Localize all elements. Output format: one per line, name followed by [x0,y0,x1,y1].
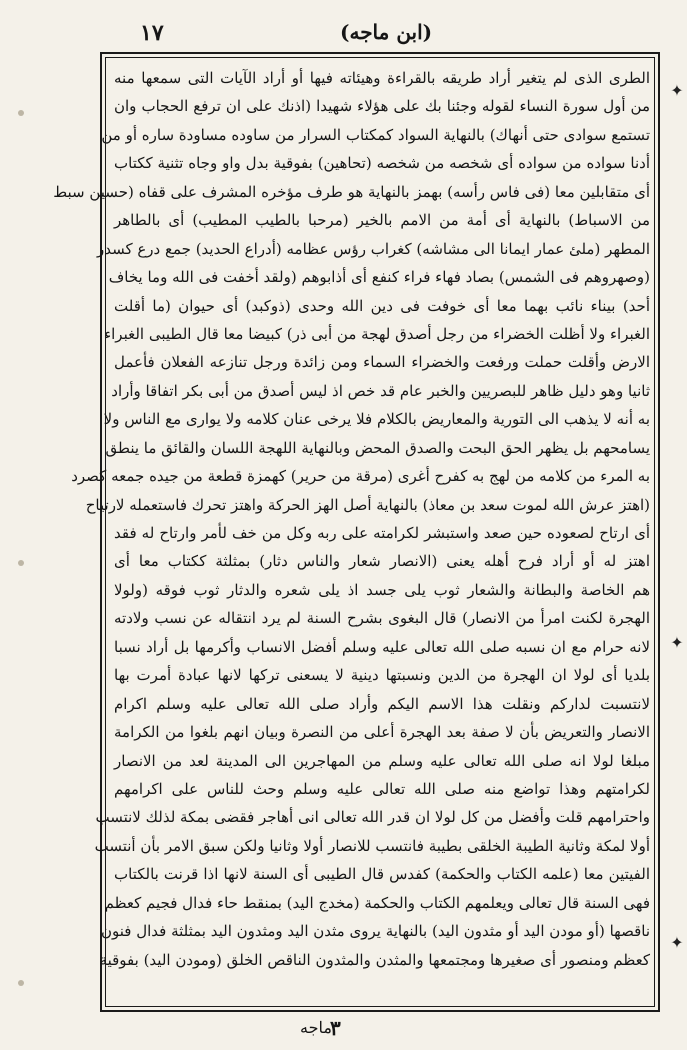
text-line: واحترامهم قلت وأفضل من كل لولا ان قدر الله تعالى انى أهاجر فقضى بمكة لذلك لانتسب [95,808,650,827]
text-line: الارض وأقلت حملت ورفعت والخضراء السماء ومن زائدة ورجل تنازعه الفعلان فأعمل [114,353,650,372]
text-line: بلديا أى لولا ان الهجرة من الدين ونسبتها دينية لا يسعنى تركها لانها عبادة أمرت بها [114,666,650,685]
text-line: الفيتين معا (علمه الكتاب والحكمة) كفدس قال الطيبى أى السنة لانها اذا قرنت بالكتاب [114,865,650,884]
text-line: الهجرة لكنت امرأ من الانصار) قال البغوى بشرح السنة لم يرد انتقاله عن نسب ولادته [114,609,650,628]
margin-mark-icon: ✦ [670,81,684,100]
text-line: أولا لمكة وثانية الطيبة الخلقى بطيبة فانتسب للانصار أولا وثانيا ولكن سبق الامر بأن أنتسب [94,836,650,855]
page-footer [100,1016,660,1046]
text-line: لكرامتهم وهذا تواضع منه صلى الله تعالى عليه وسلم وحث للناس على اكرامهم [114,779,650,798]
margin-mark-icon: ✦ [670,633,684,652]
text-frame [53,52,660,1012]
text-line: أحد) بيناء نائب بهما معا أى خوفت فى دين الله وحدى (ذوكبد) أى حيوان (ما أقلت [114,296,650,315]
binding-hole [18,560,24,566]
page-header [100,18,660,52]
text-line: (اهتز عرش الله لموت سعد بن معاذ) بالنهاية أصل الهز الحركة واهتز تحرك فاستعمله لارتياح [85,495,650,514]
text-line: الطرى الذى لم يتغير أراد طريقه بالقراءة وهيئاته فيها أو أراد الآيات التى سمعها منه [114,69,650,87]
printer-signature: ماجه [300,1018,332,1037]
margin-mark-icon: ✦ [670,933,684,952]
text-line: كعظم ومنصور أى صغيرها ومجتمعها والمثدن والمثدون الناقص الخلق (ومودن اليد) بفوقية [99,950,650,969]
text-line: ناقصها (أو مودن اليد أو مثدون اليد) بالنهاية يروى مثدن اليد ومثدون اليد بمثلثة فدال فنون [100,922,650,941]
text-line: هم الخاصة والبطانة والشعار ثوب يلى جسد اذ يلى شعره والدثار ثوب فوقه (ولولا [114,580,650,599]
binding-hole [18,980,24,986]
text-line: ثانيا وهو دليل ظاهر للبصريين والخبر عام قد خص اذ ليس أصدق من أبى بكر اتفاقا وأراد [111,381,650,400]
text-line: به أنه لا يذهب الى التورية والمعاريض بالكلام فلا يرخى عنان كلامه ولا يوارى مع الناس ولا [103,410,650,429]
text-line: المطهر (ملئ عمار ايمانا الى مشاشه) كغراب رؤس عظامه (أدراع الحديد) جمع درع كسدر [96,239,650,258]
text-line: من الاسباط) بالنهاية أى أمة من الامم بالخير (مرحبا بالطيب المطيب) أى بالطاهر [114,211,650,230]
body-text [53,64,650,974]
text-line: أى ارتاح لصعوده حين صعد واستبشر لكرامته على ربه وكل من خف لأمر وارتاح له فقد [114,524,650,542]
running-title: (ابن ماجه) [340,20,433,44]
text-line: لانه حرام مع ان نسبه صلى الله تعالى عليه وسلم أفضل الانساب وأكرمها بل أراد نسبا [114,637,650,656]
text-line: أدنا سواده من سواده أى شخصه من شخصه (تحاهين) بفوقية بدل واو وجاه تثنية ككتاب [114,154,650,173]
text-line: من أول سورة النساء لقوله وجئنا بك على هؤلاء شهيدا (اذنك على ان ترفع الحجاب وان [114,97,650,116]
signature-number: ٣ [330,1016,341,1040]
text-line: مبلغا لولا انه صلى الله تعالى عليه وسلم من المهاجرين الى المدينة لعد من الانصار [114,751,650,770]
text-line: الغبراء ولا أظلت الخضراء من رجل أصدق لهجة من أبى ذر) كبيضا معا قال الطيبى الغبراء [104,324,650,343]
text-line: فهى السنة قال تعالى ويعلمهم الكتاب والحكمة (مخدج اليد) بمنقط حاء فدال فجيم كعظم [104,893,650,912]
binding-hole [18,110,24,116]
text-line: به المرء من كلامه من لهج به كفرح أغرى (مرقة من حرير) كهمزة قطعة من جيده جمعه كصرد [71,467,650,486]
text-line: أى متقابلين معا (فى فاس رأسه) بهمز بالنهاية هو طرف مؤخره المشرف على قفاه (حسين سبط [53,182,650,201]
page-number: ١٧ [140,20,164,46]
text-line: الانصار والتعريض بأن لا صفة بعد الهجرة أعلى من النصرة وبيان انهم بلغوا من الكرامة [114,723,650,742]
text-line: لانتسبت لداركم ونقلت هذا الاسم اليكم وأراد صلى الله تعالى عليه وسلم اكرام [114,694,650,713]
text-line: تستمع سوادى حتى أنهاك) بالنهاية السواد كمكتاب السرار من ساوده مساودة ساره أو من [101,125,650,144]
text-line: (وصهروهم فى الشمس) بصاد فهاء فراء كنفع أى أذابوهم (ولقد أخفت فى الله وما يخاف [108,268,650,287]
text-line: يسامحهم بل يظهر الحق البحت والصدق المحض وبالنهاية اللهجة اللسان والقائق ما ينطق [105,438,650,457]
text-line: اهتز له أو أراد فرح أهله يعنى (الانصار شعار والناس دثار) بمثلثة ككتاب معا أى [114,552,650,571]
